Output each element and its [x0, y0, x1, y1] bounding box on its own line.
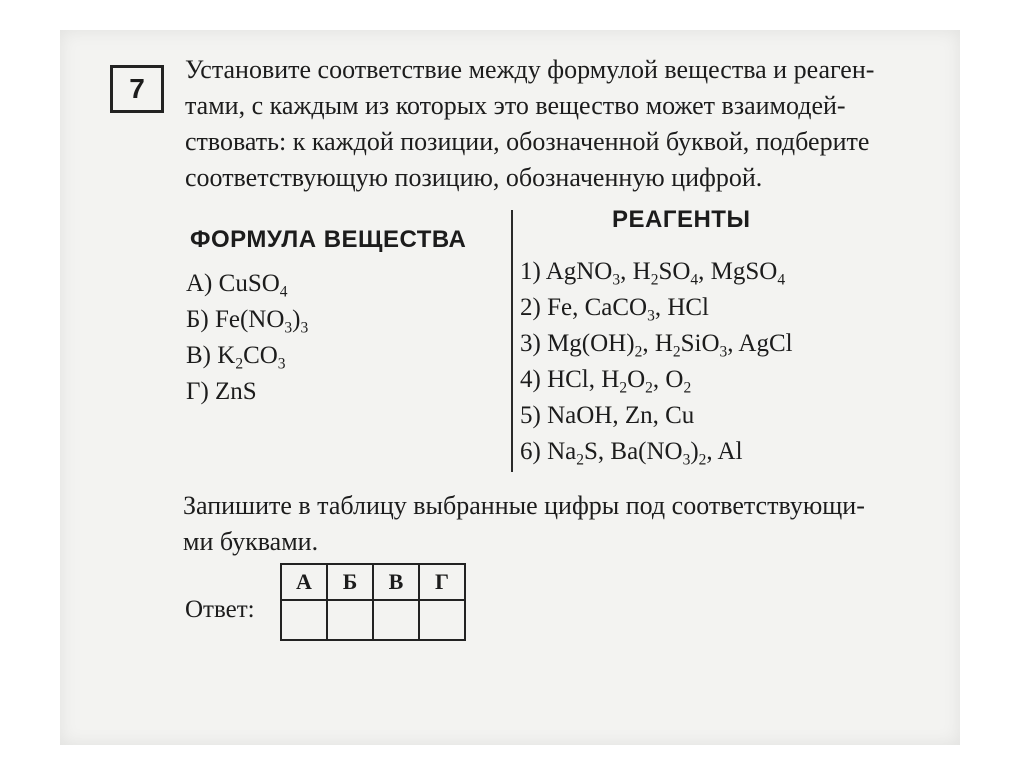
reagents-column-header: РЕАГЕНТЫ [612, 206, 751, 233]
formula-text: , AgCl [727, 330, 793, 357]
formula-text: Fe(NO [214, 306, 285, 333]
formula-text: AgNO [545, 258, 613, 285]
formula-subscript: 2 [576, 451, 584, 469]
reagent-item [520, 402, 694, 430]
question-line: соответствующую позицию, обозначенную цифрой. [185, 163, 763, 192]
formula-text: Na [547, 438, 577, 465]
formula-subscript: 2 [650, 271, 659, 289]
formula-subscript: 3 [284, 319, 293, 337]
formula-text: HCl, H [547, 366, 620, 393]
formula-text: Fe, CaCO [547, 294, 648, 321]
reagent-item [520, 258, 786, 289]
formula-item [186, 270, 288, 301]
formula-subscript: 2 [698, 451, 707, 469]
formula-text: Mg(OH) [547, 330, 635, 357]
formula-item [186, 306, 309, 337]
answer-header-v: В [373, 564, 419, 600]
formula-subscript: 2 [683, 379, 692, 397]
formula-subscript: 3 [300, 319, 309, 337]
item-label: Б) [186, 306, 215, 333]
answer-cell-g[interactable] [419, 600, 465, 640]
item-label: Г) [186, 378, 216, 405]
item-label: А) [186, 270, 219, 297]
answer-cell-b[interactable] [327, 600, 373, 640]
formula-subscript: 2 [672, 343, 681, 361]
question-line: тами, с каждым из которых это вещество может взаимодей- [185, 91, 846, 120]
answer-cell-v[interactable] [373, 600, 419, 640]
item-label: В) [186, 342, 218, 369]
reagent-item [520, 366, 692, 397]
item-label: 2) [520, 294, 548, 321]
formula-subscript: 3 [682, 451, 691, 469]
formula-subscript: 2 [634, 343, 643, 361]
formula-subscript: 4 [690, 271, 699, 289]
reagent-item [520, 330, 793, 361]
item-label: 4) [520, 366, 548, 393]
formula-text: , H [642, 330, 673, 357]
formula-subscript: 2 [235, 355, 244, 373]
question-line: Установите соответствие между формулой вещества и реаген- [185, 55, 875, 84]
answer-cell-a[interactable] [281, 600, 327, 640]
formula-text: CO [243, 342, 278, 369]
formula-column-header: ФОРМУЛА ВЕЩЕСТВА [190, 226, 467, 253]
formula-text: , Al [706, 438, 743, 465]
formula-text: , H [620, 258, 651, 285]
formula-item [186, 378, 257, 406]
answer-header-b: Б [327, 564, 373, 600]
formula-text: , HCl [654, 294, 710, 321]
formula-subscript: 3 [647, 307, 655, 325]
formula-text: SO [658, 258, 691, 285]
formula-text: , MgSO [698, 258, 778, 285]
formula-text: NaOH, Zn, Cu [547, 402, 695, 429]
formula-text: ZnS [215, 378, 257, 405]
answer-table [280, 563, 466, 641]
formula-text: ) [292, 306, 301, 333]
item-label: 6) [520, 438, 548, 465]
question-number-box: 7 [110, 65, 164, 113]
instruction-text [183, 488, 943, 560]
formula-text: , O [652, 366, 684, 393]
formula-subscript: 4 [777, 271, 786, 289]
formula-text: S, Ba(NO [583, 438, 683, 465]
question-text [185, 52, 945, 196]
column-divider [511, 210, 513, 472]
formula-subscript: 2 [645, 379, 653, 397]
instruction-line: Запишите в таблицу выбранные цифры под соответствующи- [183, 491, 865, 520]
instruction-line: ми буквами. [183, 527, 319, 556]
formula-subscript: 3 [277, 355, 286, 373]
item-label: 5) [520, 402, 548, 429]
question-line: ствовать: к каждой позиции, обозначенной буквой, подберите [185, 127, 870, 156]
answer-header-g: Г [419, 564, 465, 600]
answer-header-a: А [281, 564, 327, 600]
reagent-item [520, 438, 743, 469]
formula-text: CuSO [218, 270, 280, 297]
formula-text: O [627, 366, 646, 393]
formula-subscript: 4 [279, 283, 288, 301]
item-label: 1) [520, 258, 546, 285]
item-label: 3) [520, 330, 548, 357]
formula-text: SiO [680, 330, 720, 357]
formula-subscript: 3 [612, 271, 621, 289]
formula-subscript: 2 [619, 379, 628, 397]
formula-subscript: 3 [719, 343, 728, 361]
answer-label: Ответ: [185, 596, 255, 623]
formula-text: K [217, 342, 236, 369]
formula-text: ) [690, 438, 699, 465]
formula-item [186, 342, 286, 373]
reagent-item [520, 294, 710, 325]
